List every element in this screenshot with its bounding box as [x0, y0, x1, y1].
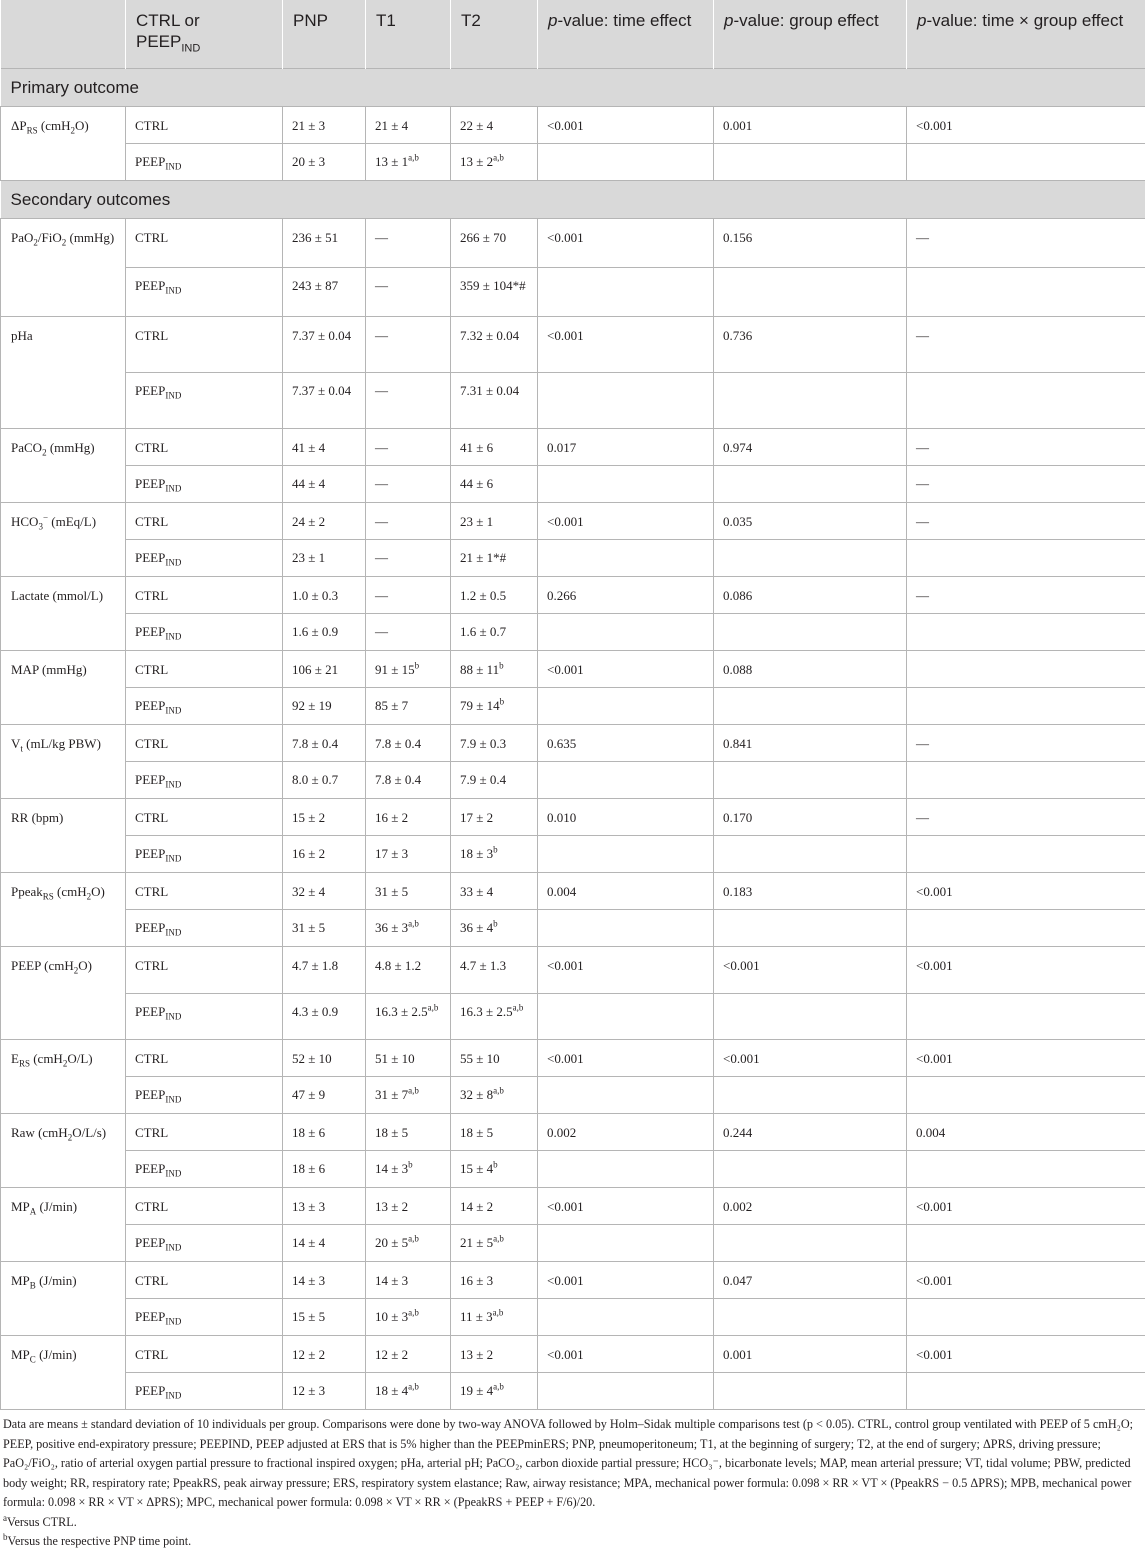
value-cell-t2: 359 ± 104*# [451, 268, 538, 317]
value-cell-t2: $32 \pm 8^{a,b}$ [451, 1077, 538, 1114]
pvalue-cell-p-inter [907, 614, 1145, 651]
variable-cell: $MP_B$ (J/min) [1, 1262, 126, 1336]
variable-cell: $\Delta P_{RS}$ (cmH$_2$O) [1, 107, 126, 181]
value-cell-t2: $13 \pm 2^{a,b}$ [451, 144, 538, 181]
value-cell-t2: 4.7 ± 1.3 [451, 947, 538, 994]
section-title: Secondary outcomes [1, 181, 1145, 219]
empty-cell [538, 688, 714, 725]
table-row [1, 1040, 1145, 1077]
table-row [1, 799, 1145, 836]
value-cell-pnp: 236 ± 51 [283, 219, 366, 268]
variable-cell: pHa [1, 317, 126, 429]
value-cell-t2: $21 \pm 5^{a,b}$ [451, 1225, 538, 1262]
value-cell-t2: 17 ± 2 [451, 799, 538, 836]
empty-cell [714, 268, 907, 317]
footnote-a: $^a$Versus CTRL. [3, 1512, 77, 1529]
table-row [1, 1262, 1145, 1299]
value-cell-pnp: 7.37 ± 0.04 [283, 317, 366, 373]
pvalue-cell-p-group: 0.156 [714, 219, 907, 268]
pvalue-cell-p-inter: — [907, 577, 1145, 614]
value-cell-pnp: 23 ± 1 [283, 540, 366, 577]
pvalue-cell-p-inter: <0.001 [907, 1262, 1145, 1299]
table-row [1, 1373, 1145, 1410]
value-cell-t1: — [366, 317, 451, 373]
pvalue-cell-p-group: 0.002 [714, 1188, 907, 1225]
value-cell-t1: $14 \pm 3^b$ [366, 1151, 451, 1188]
value-cell-t1: — [366, 429, 451, 466]
group-cell: CTRL [126, 1188, 283, 1225]
pvalue-cell-p-inter [907, 762, 1145, 799]
footnote-main: Data are means ± standard deviation of 10 individuals per group. Comparisons were done by two-way ANOVA followed by Holm–Sidak multiple comparisons test (p < 0.05). CTRL, control group ventilated with PEEP of 5 cmH₂O; PEEP, positive end-expiratory pressure; PEEPIND, PEEP adjusted at ERS that is 5% higher than the PEEPminERS; PNP, pneumoperitoneum; T1, at the beginning of surgery; T2, at the end of surgery; ΔPRS, driving pressure; PaO₂/FiO₂, ratio of arterial oxygen partial pressure to fractional inspired oxygen; pHa, arterial pH; PaCO₂, carbon dioxide partial pressure; HCO₃⁻, bicarbonate levels; MAP, mean arterial pressure; VT, tidal volume; PBW, predicted body weight; RR, respiratory rate; PpeakRS, peak airway pressure; ERS, respiratory system elastance; Raw, airway resistance; MPA, mechanical power formula: 0.098 × RR × VT × (PpeakRS − 0.5 ΔPRS); MPB, mechanical power formula: 0.098 × RR × VT × ΔPRS); MPC, mechanical power formula: 0.098 × VT × RR × (PpeakRS + PEEP + F/6)/20. [3, 1417, 1134, 1509]
pvalue-cell-p-inter [907, 651, 1145, 688]
pvalue-cell-p-time: <0.001 [538, 1336, 714, 1373]
group-cell: CTRL [126, 799, 283, 836]
value-cell-pnp: 41 ± 4 [283, 429, 366, 466]
table-row [1, 947, 1145, 994]
value-cell-t1: 13 ± 2 [366, 1188, 451, 1225]
value-cell-pnp: 13 ± 3 [283, 1188, 366, 1225]
variable-cell: PaCO$_2$ (mmHg) [1, 429, 126, 503]
pvalue-cell-p-time: <0.001 [538, 1262, 714, 1299]
pvalue-cell-p-inter: — [907, 466, 1145, 503]
table-row [1, 466, 1145, 503]
value-cell-t1: $10 \pm 3^{a,b}$ [366, 1299, 451, 1336]
section-header-row [1, 181, 1145, 219]
value-cell-t2: $11 \pm 3^{a,b}$ [451, 1299, 538, 1336]
value-cell-t2: 44 ± 6 [451, 466, 538, 503]
value-cell-pnp: 15 ± 5 [283, 1299, 366, 1336]
variable-cell: MAP (mmHg) [1, 651, 126, 725]
value-cell-pnp: 14 ± 4 [283, 1225, 366, 1262]
header-variable [1, 0, 126, 69]
value-cell-t2: 22 ± 4 [451, 107, 538, 144]
header-t1: T1 [366, 0, 451, 69]
value-cell-t2: $19 \pm 4^{a,b}$ [451, 1373, 538, 1410]
group-cell: CTRL [126, 219, 283, 268]
table-footnotes [0, 1410, 1145, 1552]
pvalue-cell-p-time: 0.635 [538, 725, 714, 762]
value-cell-t1: 21 ± 4 [366, 107, 451, 144]
pvalue-cell-p-inter [907, 1077, 1145, 1114]
group-cell: CTRL [126, 947, 283, 994]
value-cell-t2: 13 ± 2 [451, 1336, 538, 1373]
group-cell: $PEEP_{IND}$ [126, 373, 283, 429]
header-group: CTRL or $PEEP_{IND}$ [126, 0, 283, 69]
value-cell-pnp: 7.8 ± 0.4 [283, 725, 366, 762]
variable-cell: $HCO_3^-$ (mEq/L) [1, 503, 126, 577]
section-title: Primary outcome [1, 69, 1145, 107]
table-row [1, 1188, 1145, 1225]
table-row [1, 1114, 1145, 1151]
pvalue-cell-p-inter [907, 910, 1145, 947]
empty-cell [714, 688, 907, 725]
empty-cell [538, 762, 714, 799]
empty-cell [714, 373, 907, 429]
value-cell-t1: — [366, 503, 451, 540]
value-cell-pnp: 44 ± 4 [283, 466, 366, 503]
table-row [1, 762, 1145, 799]
pvalue-cell-p-group: <0.001 [714, 947, 907, 994]
empty-cell [538, 373, 714, 429]
group-cell: $PEEP_{IND}$ [126, 994, 283, 1040]
pvalue-cell-p-inter [907, 1151, 1145, 1188]
group-cell: $PEEP_{IND}$ [126, 910, 283, 947]
empty-cell [538, 466, 714, 503]
value-cell-t1: 51 ± 10 [366, 1040, 451, 1077]
value-cell-t2: 7.9 ± 0.3 [451, 725, 538, 762]
pvalue-cell-p-inter: — [907, 429, 1145, 466]
value-cell-t1: — [366, 219, 451, 268]
header-pnp: PNP [283, 0, 366, 69]
table-row [1, 1299, 1145, 1336]
group-cell: CTRL [126, 1336, 283, 1373]
group-cell: CTRL [126, 1040, 283, 1077]
header-p-time: p-value: time effect [538, 0, 714, 69]
group-cell: CTRL [126, 503, 283, 540]
value-cell-pnp: 4.7 ± 1.8 [283, 947, 366, 994]
value-cell-t1: — [366, 268, 451, 317]
variable-cell: PEEP (cmH$_2$O) [1, 947, 126, 1040]
variable-cell: $E_{RS}$ (cmH$_2$O/L) [1, 1040, 126, 1114]
footnote-b: $^b$Versus the respective PNP time point. [3, 1531, 192, 1548]
variable-cell: Ppeak$_{RS}$ (cmH$_2$O) [1, 873, 126, 947]
variable-cell: Raw (cmH$_2$O/L/s) [1, 1114, 126, 1188]
empty-cell [714, 1373, 907, 1410]
table-row [1, 317, 1145, 373]
header-p-group: p-value: group effect [714, 0, 907, 69]
empty-cell [538, 540, 714, 577]
pvalue-cell-p-inter [907, 540, 1145, 577]
value-cell-t2: 23 ± 1 [451, 503, 538, 540]
value-cell-t1: 16 ± 2 [366, 799, 451, 836]
group-cell: $PEEP_{IND}$ [126, 762, 283, 799]
value-cell-t1: 31 ± 5 [366, 873, 451, 910]
pvalue-cell-p-inter [907, 144, 1145, 181]
group-cell: CTRL [126, 429, 283, 466]
variable-cell: RR (bpm) [1, 799, 126, 873]
pvalue-cell-p-group: <0.001 [714, 1040, 907, 1077]
value-cell-pnp: 32 ± 4 [283, 873, 366, 910]
value-cell-t1: 18 ± 5 [366, 1114, 451, 1151]
section-header-row [1, 69, 1145, 107]
table-body [1, 69, 1145, 1410]
table-row [1, 1077, 1145, 1114]
value-cell-pnp: 14 ± 3 [283, 1262, 366, 1299]
value-cell-t1: 12 ± 2 [366, 1336, 451, 1373]
value-cell-t1: 17 ± 3 [366, 836, 451, 873]
value-cell-t2: 18 ± 5 [451, 1114, 538, 1151]
table-row [1, 1225, 1145, 1262]
value-cell-t1: 7.8 ± 0.4 [366, 762, 451, 799]
value-cell-t1: — [366, 373, 451, 429]
variable-cell: PaO$_2$/FiO$_2$ (mmHg) [1, 219, 126, 317]
value-cell-pnp: 7.37 ± 0.04 [283, 373, 366, 429]
value-cell-pnp: 15 ± 2 [283, 799, 366, 836]
value-cell-pnp: 52 ± 10 [283, 1040, 366, 1077]
empty-cell [714, 614, 907, 651]
value-cell-t1: 85 ± 7 [366, 688, 451, 725]
table-row [1, 107, 1145, 144]
group-cell: CTRL [126, 1114, 283, 1151]
value-cell-t2: 33 ± 4 [451, 873, 538, 910]
value-cell-t2: $36 \pm 4^b$ [451, 910, 538, 947]
empty-cell [714, 1151, 907, 1188]
pvalue-cell-p-time: <0.001 [538, 1188, 714, 1225]
empty-cell [538, 1225, 714, 1262]
pvalue-cell-p-group: 0.170 [714, 799, 907, 836]
pvalue-cell-p-inter: — [907, 799, 1145, 836]
pvalue-cell-p-inter: <0.001 [907, 1188, 1145, 1225]
pvalue-cell-p-time: 0.004 [538, 873, 714, 910]
table-row [1, 725, 1145, 762]
variable-cell: $V_t$ (mL/kg PBW) [1, 725, 126, 799]
table-row [1, 910, 1145, 947]
value-cell-t2: 21 ± 1*# [451, 540, 538, 577]
value-cell-t1: $91 \pm 15^b$ [366, 651, 451, 688]
group-cell: $PEEP_{IND}$ [126, 1225, 283, 1262]
pvalue-cell-p-time: <0.001 [538, 317, 714, 373]
value-cell-t2: 41 ± 6 [451, 429, 538, 466]
value-cell-t2: 7.31 ± 0.04 [451, 373, 538, 429]
value-cell-pnp: 12 ± 3 [283, 1373, 366, 1410]
group-cell: $PEEP_{IND}$ [126, 1151, 283, 1188]
value-cell-t1: $18 \pm 4^{a,b}$ [366, 1373, 451, 1410]
value-cell-pnp: 20 ± 3 [283, 144, 366, 181]
group-cell: CTRL [126, 577, 283, 614]
value-cell-pnp: 21 ± 3 [283, 107, 366, 144]
variable-cell: $MP_C$ (J/min) [1, 1336, 126, 1410]
pvalue-cell-p-inter: — [907, 317, 1145, 373]
empty-cell [714, 836, 907, 873]
empty-cell [538, 836, 714, 873]
empty-cell [538, 1151, 714, 1188]
value-cell-t2: 55 ± 10 [451, 1040, 538, 1077]
value-cell-t1: $20 \pm 5^{a,b}$ [366, 1225, 451, 1262]
value-cell-t2: 1.6 ± 0.7 [451, 614, 538, 651]
pvalue-cell-p-group: 0.088 [714, 651, 907, 688]
value-cell-t2: $15 \pm 4^b$ [451, 1151, 538, 1188]
value-cell-pnp: 1.6 ± 0.9 [283, 614, 366, 651]
value-cell-t1: $16.3 \pm 2.5^{a,b}$ [366, 994, 451, 1040]
pvalue-cell-p-inter [907, 994, 1145, 1040]
value-cell-t2: 1.2 ± 0.5 [451, 577, 538, 614]
value-cell-pnp: 8.0 ± 0.7 [283, 762, 366, 799]
table-row [1, 1336, 1145, 1373]
pvalue-cell-p-group: 0.047 [714, 1262, 907, 1299]
pvalue-cell-p-inter [907, 836, 1145, 873]
empty-cell [538, 994, 714, 1040]
pvalue-cell-p-time: <0.001 [538, 503, 714, 540]
pvalue-cell-p-group: 0.183 [714, 873, 907, 910]
pvalue-cell-p-inter: 0.004 [907, 1114, 1145, 1151]
empty-cell [714, 144, 907, 181]
empty-cell [538, 1299, 714, 1336]
value-cell-pnp: 1.0 ± 0.3 [283, 577, 366, 614]
table-row [1, 688, 1145, 725]
value-cell-pnp: 31 ± 5 [283, 910, 366, 947]
table-row [1, 577, 1145, 614]
variable-cell: Lactate (mmol/L) [1, 577, 126, 651]
pvalue-cell-p-time: <0.001 [538, 107, 714, 144]
empty-cell [714, 1077, 907, 1114]
value-cell-t2: 7.32 ± 0.04 [451, 317, 538, 373]
group-cell: $PEEP_{IND}$ [126, 144, 283, 181]
pvalue-cell-p-inter: <0.001 [907, 1336, 1145, 1373]
pvalue-cell-p-group: 0.035 [714, 503, 907, 540]
group-cell: $PEEP_{IND}$ [126, 614, 283, 651]
value-cell-pnp: 4.3 ± 0.9 [283, 994, 366, 1040]
group-cell: $PEEP_{IND}$ [126, 1299, 283, 1336]
pvalue-cell-p-group: 0.736 [714, 317, 907, 373]
table-row [1, 836, 1145, 873]
table-row [1, 994, 1145, 1040]
pvalue-cell-p-group: 0.244 [714, 1114, 907, 1151]
pvalue-cell-p-inter [907, 1225, 1145, 1262]
variable-cell: $MP_A$ (J/min) [1, 1188, 126, 1262]
group-cell: CTRL [126, 1262, 283, 1299]
value-cell-t1: $31 \pm 7^{a,b}$ [366, 1077, 451, 1114]
pvalue-cell-p-time: <0.001 [538, 651, 714, 688]
table-row [1, 373, 1145, 429]
group-cell: CTRL [126, 725, 283, 762]
pvalue-cell-p-group: 0.974 [714, 429, 907, 466]
value-cell-t2: $88 \pm 11^b$ [451, 651, 538, 688]
pvalue-cell-p-group: 0.841 [714, 725, 907, 762]
pvalue-cell-p-inter [907, 1373, 1145, 1410]
empty-cell [538, 1077, 714, 1114]
pvalue-cell-p-time: 0.002 [538, 1114, 714, 1151]
pvalue-cell-p-time: <0.001 [538, 1040, 714, 1077]
table-row [1, 144, 1145, 181]
header-t2: T2 [451, 0, 538, 69]
value-cell-t2: 7.9 ± 0.4 [451, 762, 538, 799]
value-cell-pnp: 106 ± 21 [283, 651, 366, 688]
empty-cell [714, 994, 907, 1040]
group-cell: $PEEP_{IND}$ [126, 466, 283, 503]
group-cell: $PEEP_{IND}$ [126, 836, 283, 873]
group-cell: $PEEP_{IND}$ [126, 540, 283, 577]
group-cell: $PEEP_{IND}$ [126, 268, 283, 317]
pvalue-cell-p-group: 0.001 [714, 1336, 907, 1373]
group-cell: $PEEP_{IND}$ [126, 1373, 283, 1410]
value-cell-t1: — [366, 540, 451, 577]
pvalue-cell-p-inter [907, 688, 1145, 725]
table-row [1, 614, 1145, 651]
pvalue-cell-p-inter [907, 373, 1145, 429]
pvalue-cell-p-inter [907, 268, 1145, 317]
value-cell-t1: — [366, 614, 451, 651]
value-cell-t1: $13 \pm 1^{a,b}$ [366, 144, 451, 181]
value-cell-t2: 16 ± 3 [451, 1262, 538, 1299]
value-cell-t2: $79 \pm 14^b$ [451, 688, 538, 725]
value-cell-t2: 266 ± 70 [451, 219, 538, 268]
group-cell: CTRL [126, 317, 283, 373]
header-p-interaction: p-value: time × group effect [907, 0, 1145, 69]
empty-cell [538, 910, 714, 947]
pvalue-cell-p-inter: — [907, 725, 1145, 762]
pvalue-cell-p-inter: <0.001 [907, 873, 1145, 910]
table-row [1, 540, 1145, 577]
group-cell: CTRL [126, 873, 283, 910]
value-cell-t1: — [366, 466, 451, 503]
pvalue-cell-p-inter [907, 1299, 1145, 1336]
group-cell: CTRL [126, 107, 283, 144]
pvalue-cell-p-group: 0.086 [714, 577, 907, 614]
value-cell-t1: 7.8 ± 0.4 [366, 725, 451, 762]
table-row [1, 873, 1145, 910]
value-cell-pnp: 18 ± 6 [283, 1151, 366, 1188]
pvalue-cell-p-time: <0.001 [538, 947, 714, 994]
group-cell: CTRL [126, 651, 283, 688]
empty-cell [714, 910, 907, 947]
value-cell-pnp: 12 ± 2 [283, 1336, 366, 1373]
empty-cell [714, 540, 907, 577]
value-cell-t1: $36 \pm 3^{a,b}$ [366, 910, 451, 947]
table-row [1, 219, 1145, 268]
pvalue-cell-p-inter: — [907, 219, 1145, 268]
value-cell-pnp: 92 ± 19 [283, 688, 366, 725]
value-cell-pnp: 24 ± 2 [283, 503, 366, 540]
pvalue-cell-p-time: 0.010 [538, 799, 714, 836]
value-cell-pnp: 47 ± 9 [283, 1077, 366, 1114]
empty-cell [714, 1299, 907, 1336]
pvalue-cell-p-inter: <0.001 [907, 947, 1145, 994]
pvalue-cell-p-inter: <0.001 [907, 107, 1145, 144]
table-row [1, 429, 1145, 466]
pvalue-cell-p-time: 0.017 [538, 429, 714, 466]
value-cell-t1: — [366, 577, 451, 614]
pvalue-cell-p-group: 0.001 [714, 107, 907, 144]
value-cell-pnp: 16 ± 2 [283, 836, 366, 873]
value-cell-t2: $16.3 \pm 2.5^{a,b}$ [451, 994, 538, 1040]
value-cell-t1: 14 ± 3 [366, 1262, 451, 1299]
empty-cell [538, 268, 714, 317]
value-cell-t1: 4.8 ± 1.2 [366, 947, 451, 994]
value-cell-pnp: 243 ± 87 [283, 268, 366, 317]
group-cell: $PEEP_{IND}$ [126, 1077, 283, 1114]
value-cell-t2: $18 \pm 3^b$ [451, 836, 538, 873]
value-cell-pnp: 18 ± 6 [283, 1114, 366, 1151]
empty-cell [714, 1225, 907, 1262]
table-row [1, 503, 1145, 540]
empty-cell [714, 466, 907, 503]
empty-cell [538, 614, 714, 651]
pvalue-cell-p-inter: <0.001 [907, 1040, 1145, 1077]
pvalue-cell-p-time: <0.001 [538, 219, 714, 268]
header-row [1, 0, 1145, 69]
empty-cell [538, 144, 714, 181]
value-cell-t2: 14 ± 2 [451, 1188, 538, 1225]
table-row [1, 1151, 1145, 1188]
table-row [1, 651, 1145, 688]
table-row [1, 268, 1145, 317]
empty-cell [714, 762, 907, 799]
pvalue-cell-p-time: 0.266 [538, 577, 714, 614]
empty-cell [538, 1373, 714, 1410]
pvalue-cell-p-inter: — [907, 503, 1145, 540]
group-cell: $PEEP_{IND}$ [126, 688, 283, 725]
